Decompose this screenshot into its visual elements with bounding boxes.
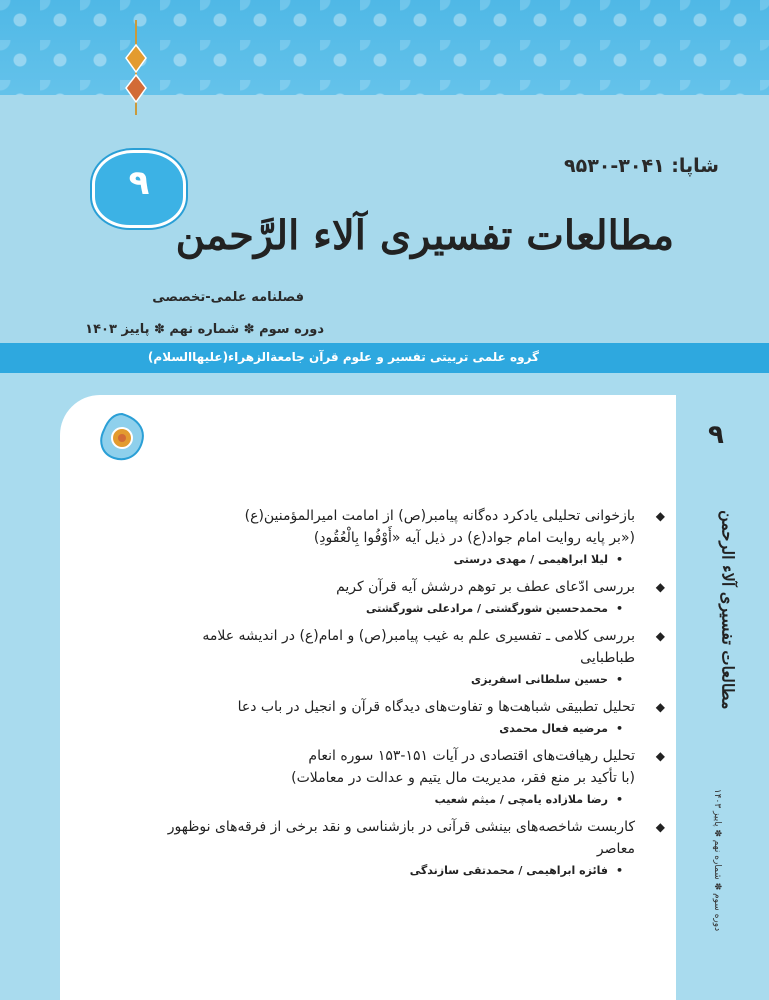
issn: شاپا: ۳۰۴۱-۹۵۳۰ — [564, 155, 719, 177]
bullet-icon: ◆ — [655, 749, 665, 763]
article-title: بازخوانی تحلیلی یادکرد ده‌گانه پیامبر(ص) از امامت امیرالمؤمنین(ع) — [244, 508, 635, 524]
toc-item — [149, 816, 665, 877]
article-title: بررسی ادّعای عطف بر توهم درشش آیه قرآن کریم — [336, 579, 635, 595]
bullet-icon: ◆ — [655, 509, 665, 523]
table-of-contents — [149, 505, 665, 887]
medallion-number: ۹ — [128, 163, 150, 203]
article-authors: • لیلا ابراهیمی / مهدی درستی — [149, 553, 649, 566]
toc-item — [149, 576, 665, 615]
article-title: بررسی کلامی ـ تفسیری علم به غیب پیامبر(ص) و امام(ع) در اندیشه علامه طباطبایی — [202, 628, 635, 666]
article-authors: • فائزه ابراهیمی / محمدتقی سازندگی — [149, 864, 649, 877]
article-authors: • حسین سلطانی اسفریزی — [149, 673, 649, 686]
article-title: کاربست شاخصه‌های بینشی قرآنی در بازشناسی و نقد برخی از فرقه‌های نوظهور معاصر — [167, 819, 635, 857]
article-subtitle: («بر پایه روایت امام جواد(ع) در ذیل آیه «أَوْفُوا بِالْعُقُودِ) — [313, 530, 635, 546]
issue-medallion — [92, 150, 186, 228]
toc-item — [149, 696, 665, 735]
bullet-icon: ◆ — [655, 700, 665, 714]
journal-title: مطالعات تفسیری آلاء الرَّحمن — [175, 212, 674, 259]
spine-title: مطالعات تفسیری آلاء الرحمن — [718, 510, 738, 710]
spine-issue: دوره سوم ✽ شماره نهم ✽ پاییز ۱۴۰۳ — [712, 788, 722, 932]
article-authors: • رضا ملازاده یامچی / میثم شعیب — [149, 793, 649, 806]
publisher-text: گروه علمی تربیتی تفسیر و علوم قرآن جامعةالزهراء(علیهاالسلام) — [147, 350, 539, 364]
toc-item — [149, 745, 665, 806]
article-title: تحلیل رهیافت‌های اقتصادی در آیات ۱۵۱-۱۵۳ سوره انعام — [308, 748, 635, 764]
article-subtitle: (با تأکید بر منع فقر، مدیریت مال یتیم و عدالت در معاملات) — [291, 770, 635, 786]
spine-number: ۹ — [708, 420, 724, 450]
bullet-icon: ◆ — [655, 820, 665, 834]
article-title: تحلیل تطبیقی شباهت‌ها و تفاوت‌های دیدگاه قرآن و انجیل در باب دعا — [237, 699, 635, 715]
journal-subtitle: فصلنامه علمی-تخصصی — [152, 290, 304, 305]
article-authors: • محمدحسین شورگشتی / مرادعلی شورگشتی — [149, 602, 649, 615]
rosette-icon — [96, 412, 148, 464]
issue-line: دوره سوم ✽ شماره نهم ✽ پاییز ۱۴۰۳ — [85, 322, 324, 337]
toc-item — [149, 505, 665, 566]
toc-item — [149, 625, 665, 686]
publisher-band — [0, 343, 769, 373]
article-authors: • مرضیه فعال محمدی — [149, 722, 649, 735]
ornament-icon — [122, 20, 150, 115]
bullet-icon: ◆ — [655, 629, 665, 643]
bullet-icon: ◆ — [655, 580, 665, 594]
